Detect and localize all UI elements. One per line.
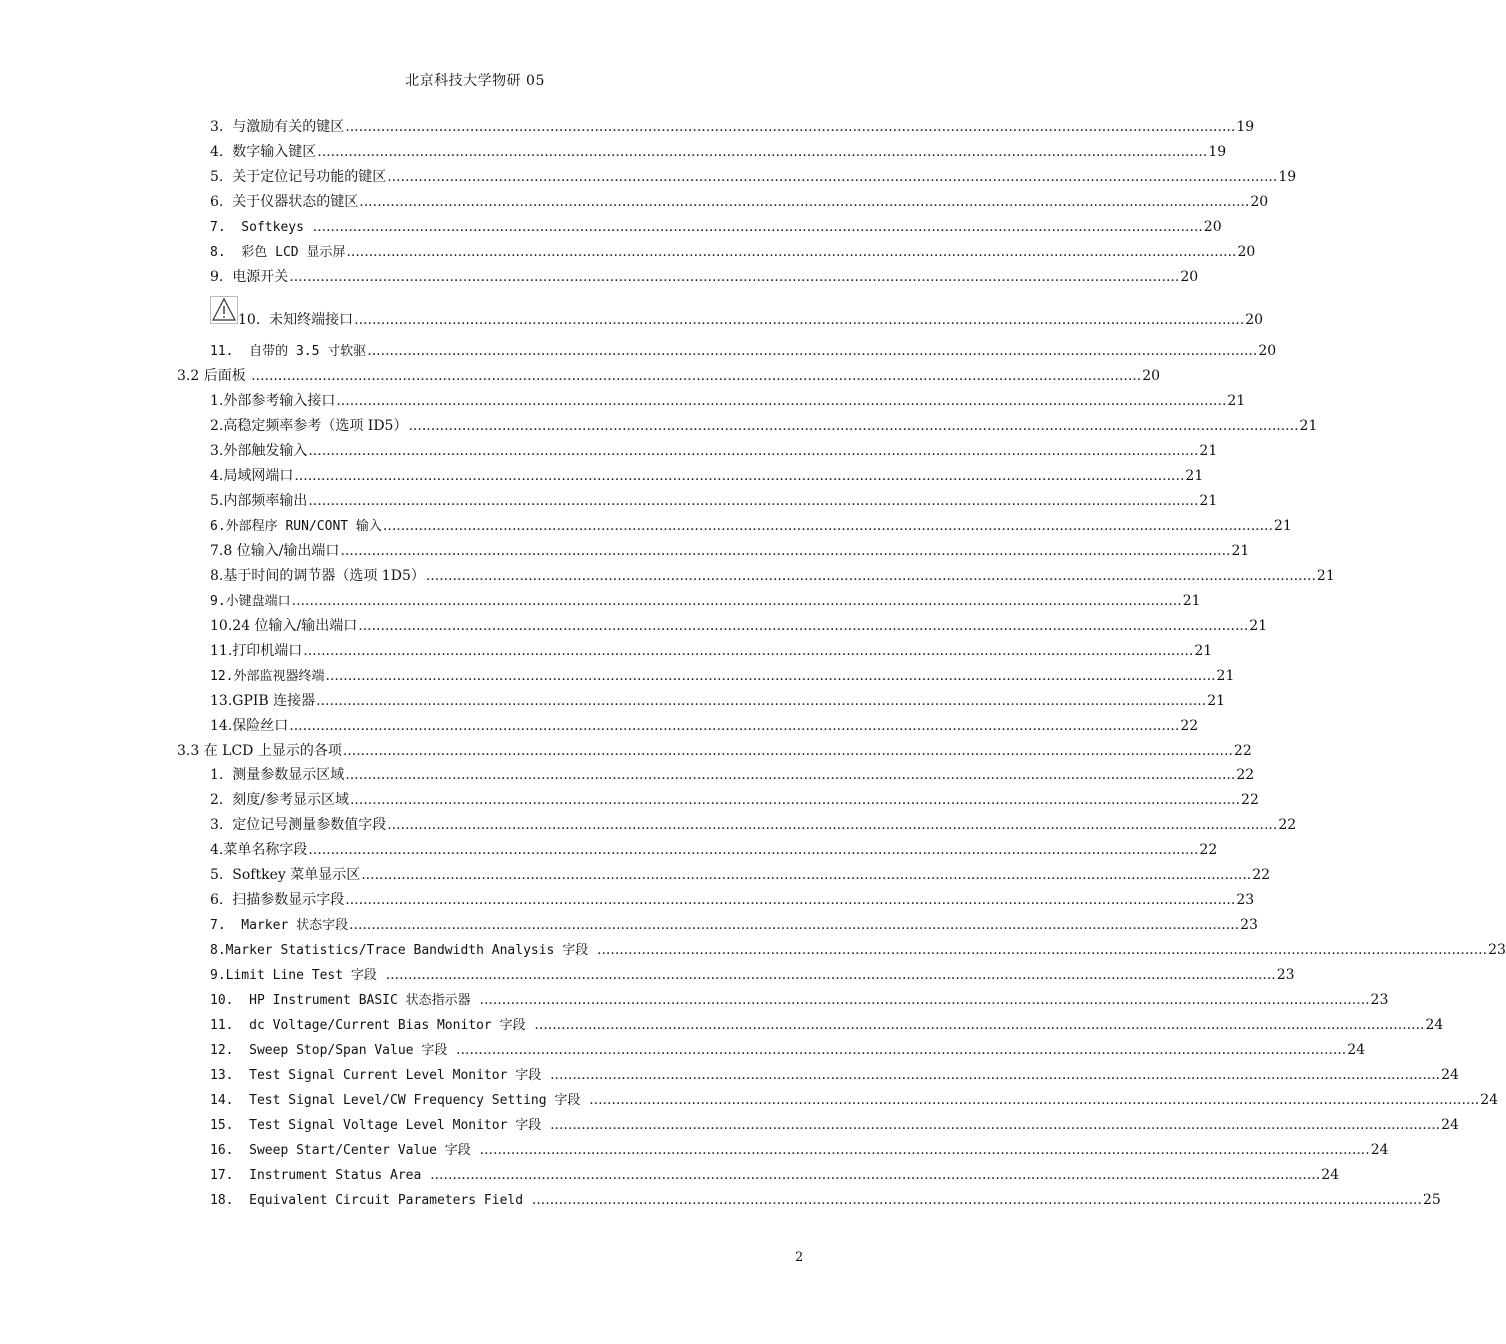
toc-entry-page: 20	[1142, 368, 1161, 384]
toc-entry-page: 22	[1252, 867, 1271, 883]
toc-entry[interactable]	[210, 1114, 1459, 1136]
toc-entry-page: 24	[1321, 1167, 1340, 1183]
toc-entry-label: 11.打印机端口	[210, 643, 303, 659]
toc-leader-dots: ........................................................................................................................................................................................................	[316, 693, 1207, 709]
toc-entry-label: 3.2 后面板	[177, 368, 251, 384]
warning-triangle-icon	[210, 296, 238, 324]
toc-leader-dots: ........................................................................................................................................................................................................	[345, 119, 1236, 135]
toc-entry-page: 19	[1278, 169, 1297, 185]
toc-leader-dots: ........................................................................................................................................................................................................	[589, 1092, 1480, 1108]
toc-entry-page: 24	[1480, 1092, 1499, 1108]
toc-entry-label: 9. 电源开关	[210, 269, 289, 285]
toc-entry-page: 20	[1237, 244, 1256, 260]
toc-entry-page: 24	[1370, 1142, 1389, 1158]
toc-entry-page: 22	[1241, 792, 1259, 808]
toc-entry-label: 2.高稳定频率参考（选项 ID5）	[210, 418, 408, 434]
toc-leader-dots: ........................................................................................................................................................................................................	[308, 443, 1199, 459]
toc-leader-dots: ........................................................................................................................................................................................................	[345, 767, 1236, 783]
toc-leader-dots: ........................................................................................................................................................................................................	[289, 718, 1180, 734]
toc-entry[interactable]	[210, 615, 1268, 637]
toc-entry[interactable]	[210, 839, 1218, 861]
toc-entry[interactable]	[210, 540, 1250, 562]
toc-entry-page: 21	[1316, 568, 1335, 584]
toc-entry[interactable]	[210, 1139, 1389, 1161]
toc-entry[interactable]	[210, 640, 1213, 662]
toc-entry-page: 21	[1207, 693, 1226, 709]
toc-entry-label: 9.小键盘端口	[210, 594, 291, 609]
toc-entry[interactable]	[210, 814, 1297, 836]
toc-entry-label: 18. Equivalent Circuit Parameters Field	[210, 1193, 531, 1208]
toc-entry-label: 7. Softkeys	[210, 220, 312, 235]
toc-entry-label: 3.3 在 LCD 上显示的各项	[177, 743, 342, 759]
toc-leader-dots: ........................................................................................................................................................................................................	[597, 942, 1488, 958]
toc-entry-label: 7.8 位输入/输出端口	[210, 543, 340, 559]
toc-leader-dots: ........................................................................................................................................................................................................	[308, 493, 1199, 509]
toc-leader-dots: ........................................................................................................................................................................................................	[354, 312, 1245, 328]
toc-entry-label: 11. 自带的 3.5 寸软驱	[210, 344, 367, 359]
toc-entry-label: 6.外部程序 RUN/CONT 输入	[210, 519, 382, 534]
toc-entry-page: 25	[1422, 1192, 1441, 1208]
toc-entry[interactable]	[210, 1089, 1499, 1111]
toc-entry-label: 7. Marker 状态字段	[210, 918, 349, 933]
toc-leader-dots: ........................................................................................................................................................................................................	[534, 1017, 1425, 1033]
toc-leader-dots: ........................................................................................................................................................................................................	[408, 418, 1299, 434]
toc-entry-page: 21	[1249, 618, 1268, 634]
toc-entry-page: 20	[1180, 269, 1199, 285]
toc-entry[interactable]	[210, 191, 1269, 213]
toc-leader-dots: ........................................................................................................................................................................................................	[294, 468, 1185, 484]
toc-entry[interactable]	[210, 390, 1246, 412]
toc-entry[interactable]	[210, 340, 1277, 362]
toc-entry-label: 3.外部触发输入	[210, 443, 308, 459]
toc-entry-label: 3. 定位记号测量参数值字段	[210, 817, 387, 833]
toc-leader-dots: ........................................................................................................................................................................................................	[382, 518, 1273, 534]
toc-entry[interactable]	[210, 415, 1318, 437]
page-header: 北京科技大学物研 05	[405, 73, 545, 89]
toc-entry[interactable]	[210, 116, 1255, 138]
toc-entry-page: 23	[1236, 892, 1255, 908]
toc-entry-page: 22	[1236, 767, 1255, 783]
toc-leader-dots: ........................................................................................................................................................................................................	[387, 169, 1278, 185]
toc-leader-dots: ........................................................................................................................................................................................................	[361, 867, 1252, 883]
toc-entry-label: 8. 彩色 LCD 显示屏	[210, 245, 346, 260]
toc-leader-dots: ........................................................................................................................................................................................................	[303, 643, 1194, 659]
toc-entry[interactable]	[210, 1014, 1444, 1036]
toc-entry[interactable]	[210, 1064, 1459, 1086]
toc-leader-dots: ........................................................................................................................................................................................................	[349, 792, 1241, 808]
toc-leader-dots: ........................................................................................................................................................................................................	[479, 992, 1370, 1008]
toc-leader-dots: ........................................................................................................................................................................................................	[550, 1067, 1441, 1083]
toc-entry-page: 23	[1276, 967, 1295, 983]
toc-leader-dots: ........................................................................................................................................................................................................	[289, 269, 1180, 285]
toc-entry-label: 6. 扫描参数显示字段	[210, 892, 345, 908]
toc-leader-dots: ........................................................................................................................................................................................................	[336, 393, 1227, 409]
toc-leader-dots: ........................................................................................................................................................................................................	[325, 668, 1216, 684]
toc-entry[interactable]	[210, 216, 1222, 238]
toc-entry-label: 10. 未知终端接口	[238, 312, 354, 328]
toc-entry[interactable]	[210, 565, 1335, 587]
toc-entry[interactable]	[210, 764, 1255, 786]
toc-entry[interactable]	[210, 1164, 1340, 1186]
toc-entry-label: 16. Sweep Start/Center Value 字段	[210, 1143, 479, 1158]
toc-entry-label: 5.内部频率输出	[210, 493, 308, 509]
toc-entry-page: 24	[1425, 1017, 1444, 1033]
toc-entry-label: 9.Limit Line Test 字段	[210, 968, 385, 983]
toc-entry[interactable]	[210, 1189, 1441, 1211]
toc-leader-dots: ........................................................................................................................................................................................................	[531, 1192, 1422, 1208]
toc-entry[interactable]	[210, 989, 1389, 1011]
toc-entry-label: 6. 关于仪器状态的键区	[210, 194, 359, 210]
toc-entry-label: 4. 数字输入键区	[210, 144, 317, 160]
toc-leader-dots: ........................................................................................................................................................................................................	[387, 817, 1278, 833]
toc-leader-dots: ........................................................................................................................................................................................................	[345, 892, 1236, 908]
toc-entry-label: 1.外部参考输入接口	[210, 393, 336, 409]
toc-entry-label: 11. dc Voltage/Current Bias Monitor 字段	[210, 1018, 534, 1033]
toc-entry-page: 24	[1441, 1117, 1459, 1133]
toc-entry-page: 21	[1194, 643, 1213, 659]
toc-leader-dots: ........................................................................................................................................................................................................	[342, 743, 1233, 759]
toc-entry[interactable]	[210, 964, 1295, 986]
toc-entry[interactable]	[210, 266, 1199, 288]
toc-entry-page: 22	[1233, 743, 1252, 759]
toc-entry-label: 10.24 位输入/输出端口	[210, 618, 358, 634]
toc-entry-label: 15. Test Signal Voltage Level Monitor 字段	[210, 1118, 550, 1133]
toc-entry[interactable]	[210, 1039, 1366, 1061]
toc-entry-label: 2. 刻度/参考显示区域	[210, 792, 349, 808]
toc-entry[interactable]	[210, 166, 1297, 188]
page-number: 2	[795, 1250, 804, 1265]
toc-entry-label: 17. Instrument Status Area	[210, 1168, 430, 1183]
toc-leader-dots: ........................................................................................................................................................................................................	[479, 1142, 1370, 1158]
toc-entry-label: 5. Softkey 菜单显示区	[210, 867, 361, 883]
toc-entry-page: 21	[1227, 393, 1246, 409]
toc-entry-page: 21	[1199, 443, 1218, 459]
toc-entry[interactable]	[210, 889, 1255, 911]
toc-entry[interactable]	[210, 715, 1199, 737]
toc-entry[interactable]	[210, 864, 1271, 886]
toc-entry-page: 24	[1441, 1067, 1459, 1083]
toc-leader-dots: ........................................................................................................................................................................................................	[358, 618, 1249, 634]
toc-entry[interactable]	[210, 141, 1227, 163]
toc-entry-page: 22	[1278, 817, 1297, 833]
toc-entry-page: 20	[1245, 312, 1264, 328]
toc-entry[interactable]	[210, 939, 1506, 961]
toc-entry-page: 20	[1203, 219, 1222, 235]
toc-entry-page: 22	[1180, 718, 1199, 734]
toc-entry-page: 21	[1199, 493, 1218, 509]
toc-leader-dots: ........................................................................................................................................................................................................	[430, 1167, 1321, 1183]
toc-entry-label: 8.Marker Statistics/Trace Bandwidth Analysis 字段	[210, 943, 597, 958]
toc-entry-label: 10. HP Instrument BASIC 状态指示器	[210, 993, 479, 1008]
toc-leader-dots: ........................................................................................................................................................................................................	[291, 593, 1182, 609]
toc-entry[interactable]	[177, 365, 1161, 387]
toc-entry-label: 4.菜单名称字段	[210, 842, 308, 858]
toc-leader-dots: ........................................................................................................................................................................................................	[456, 1042, 1347, 1058]
toc-entry-label: 12.外部监视器终端	[210, 669, 325, 684]
toc-entry-page: 21	[1273, 518, 1292, 534]
toc-leader-dots: ........................................................................................................................................................................................................	[349, 917, 1240, 933]
toc-entry-label: 14. Test Signal Level/CW Frequency Setting 字段	[210, 1093, 589, 1108]
toc-entry-page: 23	[1370, 992, 1389, 1008]
toc-leader-dots: ........................................................................................................................................................................................................	[340, 543, 1231, 559]
toc-entry-label: 12. Sweep Stop/Span Value 字段	[210, 1043, 456, 1058]
toc-entry-page: 21	[1299, 418, 1318, 434]
toc-entry[interactable]	[210, 590, 1201, 612]
toc-leader-dots: ........................................................................................................................................................................................................	[317, 144, 1208, 160]
toc-entry-label: 8.基于时间的调节器（选项 1D5）	[210, 568, 425, 584]
toc-entry[interactable]	[238, 309, 1264, 331]
toc-leader-dots: ........................................................................................................................................................................................................	[346, 244, 1237, 260]
toc-leader-dots: ........................................................................................................................................................................................................	[251, 368, 1142, 384]
toc-entry[interactable]	[210, 789, 1259, 811]
toc-entry-page: 22	[1199, 842, 1218, 858]
toc-entry[interactable]	[210, 665, 1235, 687]
toc-entry-label: 3. 与激励有关的键区	[210, 119, 345, 135]
toc-entry-label: 4.局域网端口	[210, 468, 294, 484]
toc-leader-dots: ........................................................................................................................................................................................................	[359, 194, 1250, 210]
toc-entry-label: 1. 测量参数显示区域	[210, 767, 345, 783]
toc-entry-page: 21	[1216, 668, 1235, 684]
toc-entry[interactable]	[210, 490, 1218, 512]
toc-leader-dots: ........................................................................................................................................................................................................	[425, 568, 1316, 584]
toc-entry[interactable]	[210, 914, 1258, 936]
toc-entry-label: 14.保险丝口	[210, 718, 289, 734]
toc-entry[interactable]	[177, 740, 1252, 762]
toc-entry-page: 19	[1236, 119, 1255, 135]
toc-entry[interactable]	[210, 241, 1256, 263]
toc-leader-dots: ........................................................................................................................................................................................................	[550, 1117, 1441, 1133]
toc-entry-page: 21	[1231, 543, 1250, 559]
toc-entry-page: 20	[1250, 194, 1269, 210]
toc-entry-page: 19	[1208, 144, 1227, 160]
toc-leader-dots: ........................................................................................................................................................................................................	[367, 343, 1258, 359]
toc-leader-dots: ........................................................................................................................................................................................................	[308, 842, 1199, 858]
toc-entry-label: 13. Test Signal Current Level Monitor 字段	[210, 1068, 550, 1083]
toc-leader-dots: ........................................................................................................................................................................................................	[385, 967, 1276, 983]
toc-entry-label: 5. 关于定位记号功能的键区	[210, 169, 387, 185]
toc-entry-page: 23	[1240, 917, 1258, 933]
toc-entry[interactable]	[210, 515, 1292, 537]
toc-entry-label: 13.GPIB 连接器	[210, 693, 316, 709]
toc-entry-page: 23	[1488, 942, 1506, 958]
toc-entry[interactable]	[210, 440, 1218, 462]
toc-entry-page: 21	[1185, 468, 1204, 484]
toc-leader-dots: ........................................................................................................................................................................................................	[312, 219, 1203, 235]
toc-entry-page: 21	[1182, 593, 1201, 609]
toc-entry[interactable]	[210, 465, 1204, 487]
toc-entry-page: 20	[1258, 343, 1277, 359]
toc-entry[interactable]	[210, 690, 1226, 712]
toc-entry-page: 24	[1347, 1042, 1366, 1058]
